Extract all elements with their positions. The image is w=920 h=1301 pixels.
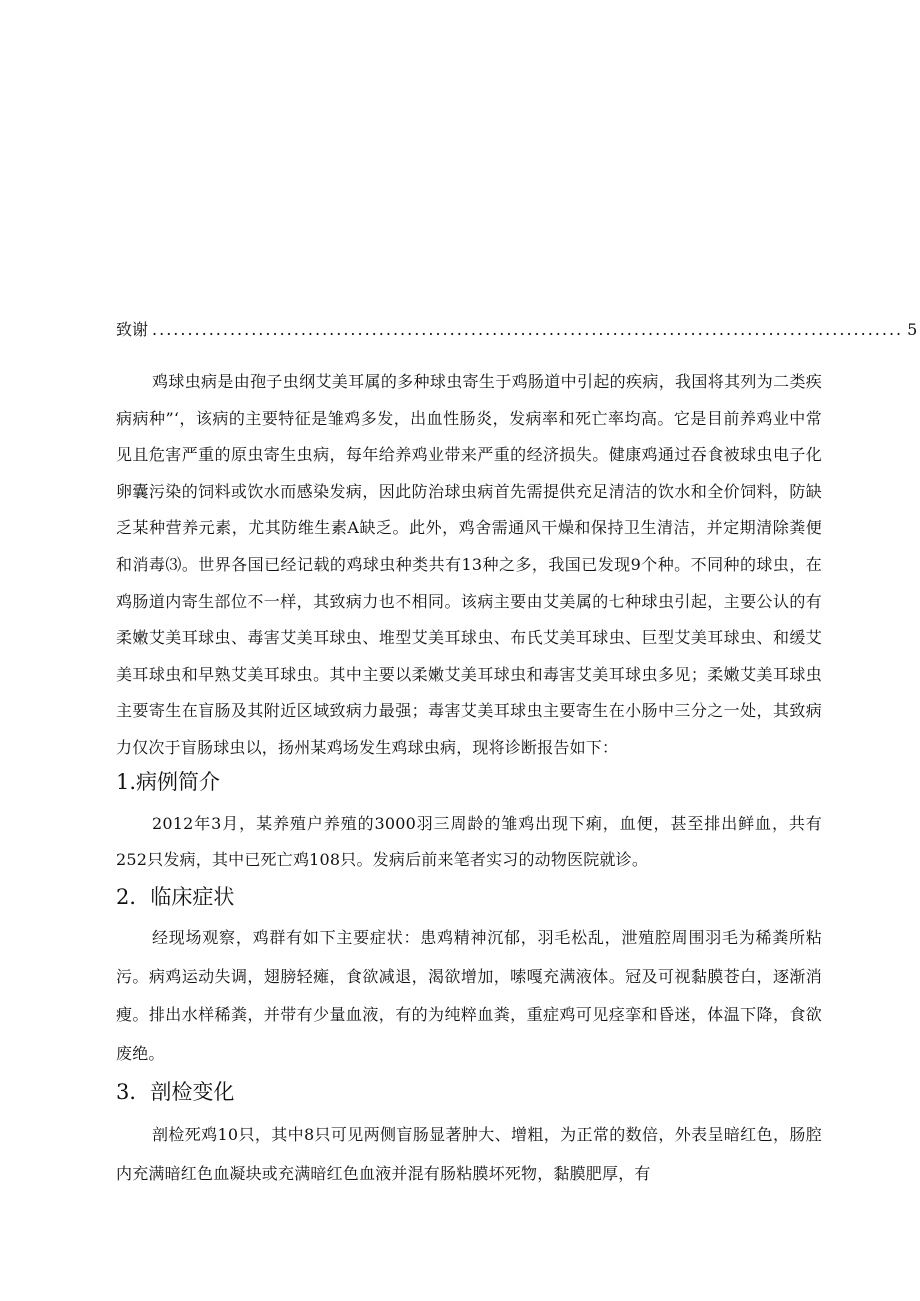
clinical-symptoms-paragraph: 经现场观察，鸡群有如下主要症状：患鸡精神沉郁，羽毛松乱，泄殖腔周围羽毛为稀粪所粘污。病鸡运动失调，翅膀轻瘫，食欲减退，渴欲增加，嗦嘎充满液体。冠及可视黏膜苍白，逐渐消瘦。排出水样稀粪，并带有少量血液，有的为纯粹血粪，重症鸡可见痉挛和昏迷，体温下降，食欲废绝。 [116,928,822,1064]
necropsy-changes-paragraph: 剖检死鸡10只，其中8只可见两侧盲肠显著肿大、增粗，为正常的数倍，外表呈暗红色，肠腔内充满暗红色血凝块或充满暗红色血液并混有肠粘膜坏死物，黏膜肥厚，有 [116,1125,822,1183]
section-heading-necropsy-changes: 3．剖检变化 [116,1080,235,1104]
section-heading-case-summary: 1.病例简介 [116,770,221,794]
section-heading-clinical-symptoms: 2．临床症状 [116,885,235,909]
toc-leader-dots: .......................................................................................................... [152,320,904,339]
toc-entry-acknowledgements[interactable] [116,318,918,342]
case-summary-paragraph: 2012年3月，某养殖户养殖的3000羽三周龄的雏鸡出现下痢，血便，甚至排出鲜血，共有252只发病，其中已死亡鸡108只。发病后前来笔者实习的动物医院就诊。 [116,814,822,869]
toc-entry-label: 致谢 [116,320,149,339]
toc-page-number: 5 [907,320,918,339]
intro-paragraph: 鸡球虫病是由孢子虫纲艾美耳属的多种球虫寄生于鸡肠道中引起的疾病，我国将其列为二类疾病病种”‘，该病的主要特征是雏鸡多发，出血性肠炎，发病率和死亡率均高。它是目前养鸡业中常见且危害严重的原虫寄生虫病，每年给养鸡业带来严重的经济损失。健康鸡通过吞食被球虫电子化卵囊污染的饲料或饮水而感染发病，因此防治球虫病首先需提供充足清洁的饮水和全价饲料，防缺乏某种营养元素，尤其防维生素A缺乏。此外，鸡舍需通风干燥和保持卫生清洁，并定期清除粪便和消毒⑶。世界各国已经记载的鸡球虫种类共有13种之多，我国已发现9个种。不同种的球虫，在鸡肠道内寄生部位不一样，其致病力也不相同。该病主要由艾美属的七种球虫引起，主要公认的有柔嫩艾美耳球虫、毒害艾美耳球虫、堆型艾美耳球虫、布氏艾美耳球虫、巨型艾美耳球虫、和缓艾美耳球虫和早熟艾美耳球虫。其中主要以柔嫩艾美耳球虫和毒害艾美耳球虫多见；柔嫩艾美耳球虫主要寄生在盲肠及其附近区域致病力最强；毒害艾美耳球虫主要寄生在小肠中三分之一处，其致病力仅次于盲肠球虫以，扬州某鸡场发生鸡球虫病，现将诊断报告如下： [116,372,822,757]
